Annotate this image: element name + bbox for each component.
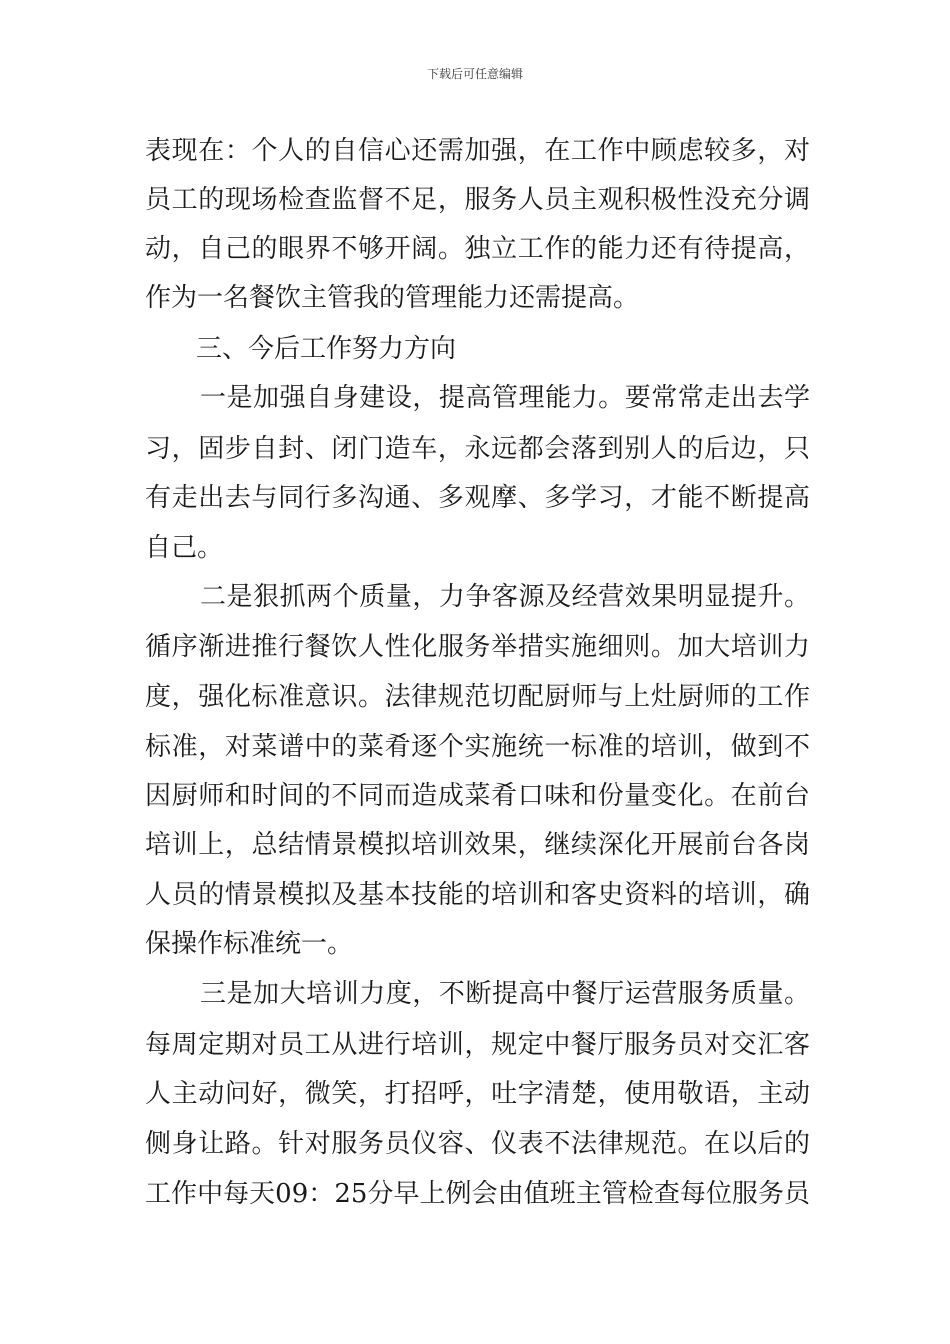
text-line: 人员的情景模拟及基本技能的培训和客史资料的培训，确 (145, 880, 810, 910)
text-line: 每周定期对员工从进行培训，规定中餐厅服务员对交汇客 (145, 1030, 810, 1060)
text-line: 习，固步自封、闭门造车，永远都会落到别人的后边，只 (145, 434, 810, 464)
text-line: 自己。 (145, 533, 224, 563)
page-header: 下载后可任意编辑 (426, 67, 523, 81)
text-line: 有走出去与同行多沟通、多观摩、多学习，才能不断提高 (145, 483, 810, 513)
text-line: 因厨师和时间的不同而造成菜肴口味和份量变化。在前台 (145, 781, 810, 811)
text-line: 培训上，总结情景模拟培训效果，继续深化开展前台各岗 (145, 830, 810, 860)
text-line: 员工的现场检查监督不足，服务人员主观积极性没充分调 (145, 185, 810, 215)
section-heading: 三、今后工作努力方向 (196, 334, 457, 364)
text-line: 保操作标准统一。 (145, 929, 354, 959)
text-line: 循序渐进推行餐饮人性化服务举措实施细则。加大培训力 (145, 632, 810, 662)
text-line: 侧身让路。针对服务员仪容、仪表不法律规范。在以后的 (145, 1129, 810, 1159)
text-line: 标准，对菜谱中的菜肴逐个实施统一标准的培训，做到不 (145, 732, 810, 762)
text-line: 工作中每天09：25分早上例会由值班主管检查每位服务员 (145, 1179, 810, 1209)
text-line: 动，自己的眼界不够开阔。独立工作的能力还有待提高， (145, 234, 810, 264)
text-line: 度，强化标准意识。法律规范切配厨师与上灶厨师的工作 (145, 682, 810, 712)
text-line: 二是狠抓两个质量，力争客源及经营效果明显提升。 (200, 582, 810, 612)
text-line: 作为一名餐饮主管我的管理能力还需提高。 (145, 283, 640, 313)
text-line: 一是加强自身建设，提高管理能力。要常常走出去学 (200, 383, 810, 413)
text-line: 三是加大培训力度，不断提高中餐厅运营服务质量。 (200, 979, 810, 1009)
text-line: 表现在：个人的自信心还需加强，在工作中顾虑较多，对 (145, 136, 810, 166)
text-line: 人主动问好，微笑，打招呼，吐字清楚，使用敬语，主动 (145, 1079, 810, 1109)
